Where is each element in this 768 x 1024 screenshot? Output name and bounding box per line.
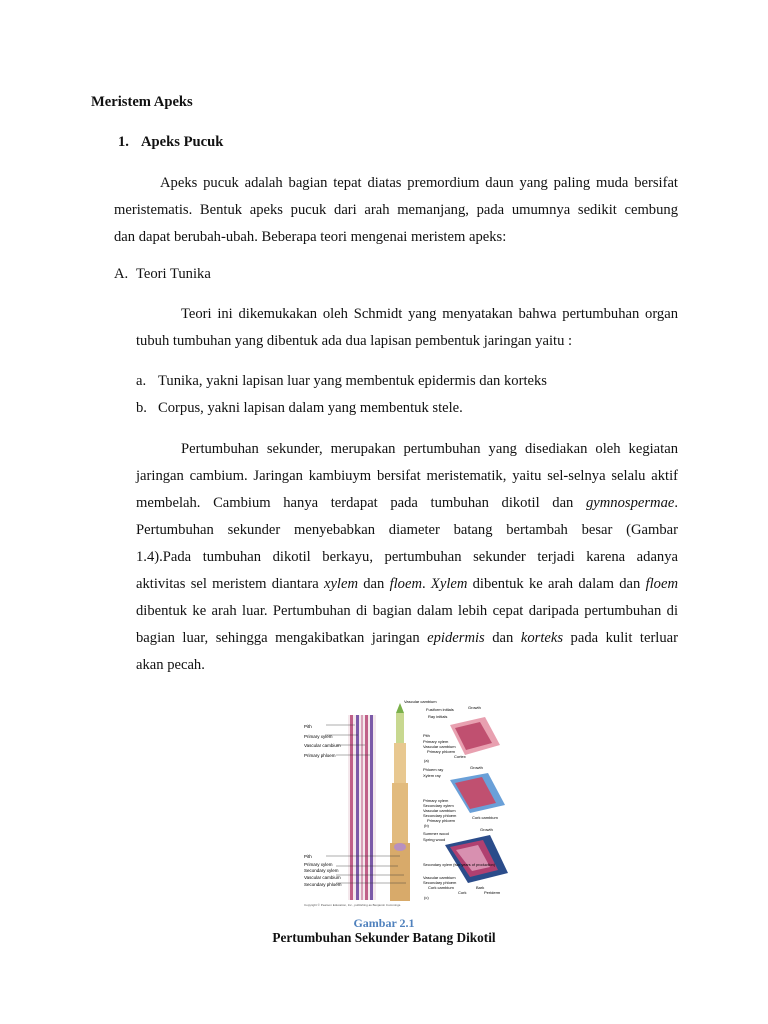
paragraph-3-line-1: Pertumbuhan sekunder, merupakan pertumbuhan yang disediakan oleh kegiatan xyxy=(181,441,678,457)
figure-label: Fusiform initials xyxy=(426,707,454,712)
figure-label: Vascular cambium xyxy=(423,808,456,813)
list-marker: b. xyxy=(136,400,147,416)
figure-label: Secondary xylem xyxy=(304,868,339,873)
figure-label: Secondary phloem xyxy=(423,880,457,885)
figure-label: Vascular cambium xyxy=(423,744,456,749)
figure-label: Vascular cambium xyxy=(304,875,341,880)
paragraph-1-line-1: Apeks pucuk adalah bagian tepat diatas premordium daun yang paling muda bersifat xyxy=(160,175,678,191)
paragraph-3-line-4: Pertumbuhan sekunder menyebabkan diameter batang bertambah besar (Gambar xyxy=(136,522,678,538)
section-title: Apeks Pucuk xyxy=(141,134,224,150)
figure-label: Vascular cambium xyxy=(404,699,437,704)
figure-label: Summer wood xyxy=(423,831,449,836)
list-item: Corpus, yakni lapisan dalam yang membentuk stele. xyxy=(158,400,463,416)
section-number: 1. xyxy=(118,134,129,150)
secondary-growth-figure xyxy=(300,695,510,910)
paragraph-2-line-2: tubuh tumbuhan yang dibentuk ada dua lapisan pembentuk jaringan yaitu : xyxy=(136,333,573,349)
figure-label: Primary phloem xyxy=(427,818,456,823)
figure-caption: Pertumbuhan Sekunder Batang Dikotil xyxy=(272,930,496,945)
stem-longitudinal-section xyxy=(348,715,376,900)
figure-label: Pith xyxy=(304,854,312,859)
figure-label: Primary phloem xyxy=(427,749,456,754)
paragraph-3-line-3: membelah. Cambium hanya terdapat pada tumbuhan dikotil dan gymnospermae. xyxy=(136,495,678,511)
paragraph-3-line-2: jaringan cambium. Jaringan kambiuym bersifat meristematik, yaitu sel-selnya selalu aktif xyxy=(136,468,678,484)
figure-label: Secondary xylem (two years of production) xyxy=(423,863,495,867)
paragraph-3-line-6: aktivitas sel meristem diantara xylem dan floem. Xylem dibentuk ke arah dalam dan floem xyxy=(136,576,679,592)
paragraph-3-line-8: bagian luar, sehingga mengakibatkan jaringan epidermis dan korteks pada kulit terluar xyxy=(136,630,678,646)
subsection-title: Teori Tunika xyxy=(136,266,211,282)
figure-label: Pith xyxy=(423,733,430,738)
figure-label: Spring wood xyxy=(423,837,446,842)
figure-label: (b) xyxy=(424,823,429,828)
figure-label: Primary xylem xyxy=(304,734,333,739)
figure-label: Secondary phloem xyxy=(423,813,457,818)
figure-label: Primary xylem xyxy=(304,862,333,867)
list-marker: a. xyxy=(136,373,147,389)
figure-label: Growth xyxy=(480,827,493,832)
figure-label: Periderm xyxy=(484,890,501,895)
figure-label: Vascular cambium xyxy=(423,875,456,880)
figure-label: Primary phloem xyxy=(304,753,336,758)
figure-label: Growth xyxy=(470,765,483,770)
figure-label: Primary xylem xyxy=(423,739,449,744)
figure-label: (a) xyxy=(424,758,429,763)
figure-label: Cork cambium xyxy=(472,815,498,820)
figure-label: (c) xyxy=(424,895,429,900)
subsection-marker: A. xyxy=(114,266,129,282)
paragraph-3-line-9: akan pecah. xyxy=(136,657,205,673)
figure-label: Bark xyxy=(476,885,485,890)
paragraph-1-line-2: meristematis. Bentuk apeks pucuk dari arah memanjang, pada umumnya sedikit cembung xyxy=(114,202,678,218)
figure-label: Cork xyxy=(458,890,467,895)
paragraph-3-line-5: 1.4).Pada tumbuhan dikotil berkayu, pertumbuhan sekunder terjadi karena adanya xyxy=(136,549,678,565)
paragraph-1-line-3: dan dapat berubah-ubah. Beberapa teori mengenai meristem apeks: xyxy=(114,229,507,245)
paragraph-3-line-7: dibentuk ke arah luar. Pertumbuhan di bagian dalam lebih cepat daripada pertumbuhan di xyxy=(136,603,678,619)
paragraph-2-line-1: Teori ini dikemukakan oleh Schmidt yang menyatakan bahwa pertumbuhan organ xyxy=(181,306,678,322)
figure-label: Secondary phloem xyxy=(304,882,342,887)
figure-label: Pith xyxy=(304,724,312,729)
figure-label: Cortex xyxy=(454,754,466,759)
figure-label: Growth xyxy=(468,705,481,710)
figure-number: Gambar 2.1 xyxy=(353,916,415,930)
figure-label: Primary xylem xyxy=(423,798,449,803)
figure-label: Ray initials xyxy=(428,714,448,719)
figure-label: Secondary xylem xyxy=(423,803,454,808)
page-heading: Meristem Apeks xyxy=(91,94,193,110)
figure-label: Phloem ray xyxy=(423,767,444,772)
figure-label: Vascular cambium xyxy=(304,743,341,748)
list-item: Tunika, yakni lapisan luar yang membentuk epidermis dan korteks xyxy=(158,373,547,389)
figure-label: Cork cambium xyxy=(428,885,454,890)
figure-copyright: Copyright © Pearson Education, Inc., publishing as Benjamin Cummings. xyxy=(304,903,402,907)
figure-label: Xylem ray xyxy=(423,773,441,778)
